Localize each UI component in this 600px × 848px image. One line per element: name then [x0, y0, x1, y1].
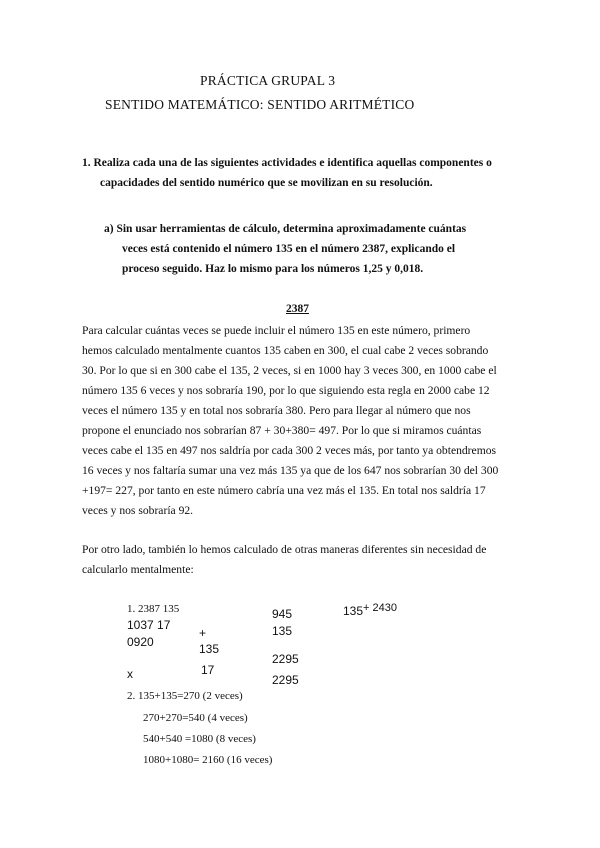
paragraph-2-line: calcularlo mentalmente: [82, 563, 194, 576]
partial-product-1: 945 [272, 607, 293, 621]
division-row-1: 1037 17 [127, 618, 171, 632]
section-heading-text: 2387 [286, 303, 309, 315]
paragraph-1-line: hemos calculado mentalmente cuantos 135 caben en 300, el cual cabe 2 veces sobrando [82, 344, 489, 357]
multiplicand: 135 [199, 642, 220, 656]
section-heading [286, 303, 309, 315]
question-a-line-2: veces está contenido el número 135 en el número 2387, explicando el [122, 243, 456, 255]
method-2-line-1: 2. 135+135=270 (2 veces) [127, 690, 243, 702]
multiply-sign: x [127, 667, 133, 681]
question-1-line-2: capacidades del sentido numérico que se movilizan en su resolución. [100, 177, 433, 189]
page-subtitle: SENTIDO MATEMÁTICO: SENTIDO ARITMÉTICO [105, 97, 415, 112]
question-a-line-1: a) Sin usar herramientas de cálculo, determina aproximadamente cuántas [104, 223, 467, 235]
question-1-line-1: 1. Realiza cada una de las siguientes actividades e identifica aquellas componentes o [82, 157, 492, 169]
paragraph-1-line: Para calcular cuántas veces se puede incluir el número 135 en este número, primero [82, 324, 471, 337]
multiplier: 17 [201, 663, 215, 677]
sum-addend: + 2430 [363, 602, 397, 614]
paragraph-1-line: 30. Por lo que si en 300 cabe el 135, 2 veces, si en 1000 hay 3 veces 300, en 1000 cabe el [82, 364, 497, 377]
division-header: 1. 2387 135 [127, 603, 180, 615]
sum-expression [343, 602, 397, 618]
method-2-line-4: 1080+1080= 2160 (16 veces) [143, 754, 273, 766]
plus-sign: + [199, 626, 207, 640]
paragraph-2-line: Por otro lado, también lo hemos calculado de otras maneras diferentes sin necesidad de [82, 543, 487, 556]
sum-base: 135 [343, 604, 364, 618]
partial-product-2: 135 [272, 624, 293, 638]
page-title: PRÁCTICA GRUPAL 3 [200, 73, 336, 88]
paragraph-1-line: 16 veces y nos faltaría sumar una vez más 135 ya que de los 647 nos sobrarían 30 del 300 [82, 464, 499, 477]
paragraph-1-line: número 135 6 veces y nos sobraría 190, por lo que siguiendo esta regla en 2000 cabe 12 [82, 384, 490, 397]
paragraph-1-line: veces cabe el 135 en 497 nos saldría por cada 300 2 veces más, por tanto ya obtendremos [82, 444, 497, 457]
product-result-check: 2295 [272, 673, 299, 687]
paragraph-1-line: veces el número 135 y en total nos sobraría 380. Pero para llegar al número que nos [82, 404, 471, 417]
product-result: 2295 [272, 652, 299, 666]
method-2-line-3: 540+540 =1080 (8 veces) [143, 733, 256, 745]
paragraph-1-line: propone el enunciado nos sobrarían 87 + 30+380= 497. Por lo que si miramos cuántas [82, 424, 482, 437]
question-a-line-3: proceso seguido. Haz lo mismo para los números 1,25 y 0,018. [122, 263, 424, 275]
paragraph-1-line: veces y nos sobraría 92. [82, 504, 194, 517]
method-2-line-2: 270+270=540 (4 veces) [143, 712, 248, 724]
paragraph-1-line: +197= 227, por tanto en este número cabría una vez más el 135. En total nos saldría 17 [82, 484, 486, 497]
division-row-2: 0920 [127, 635, 154, 649]
